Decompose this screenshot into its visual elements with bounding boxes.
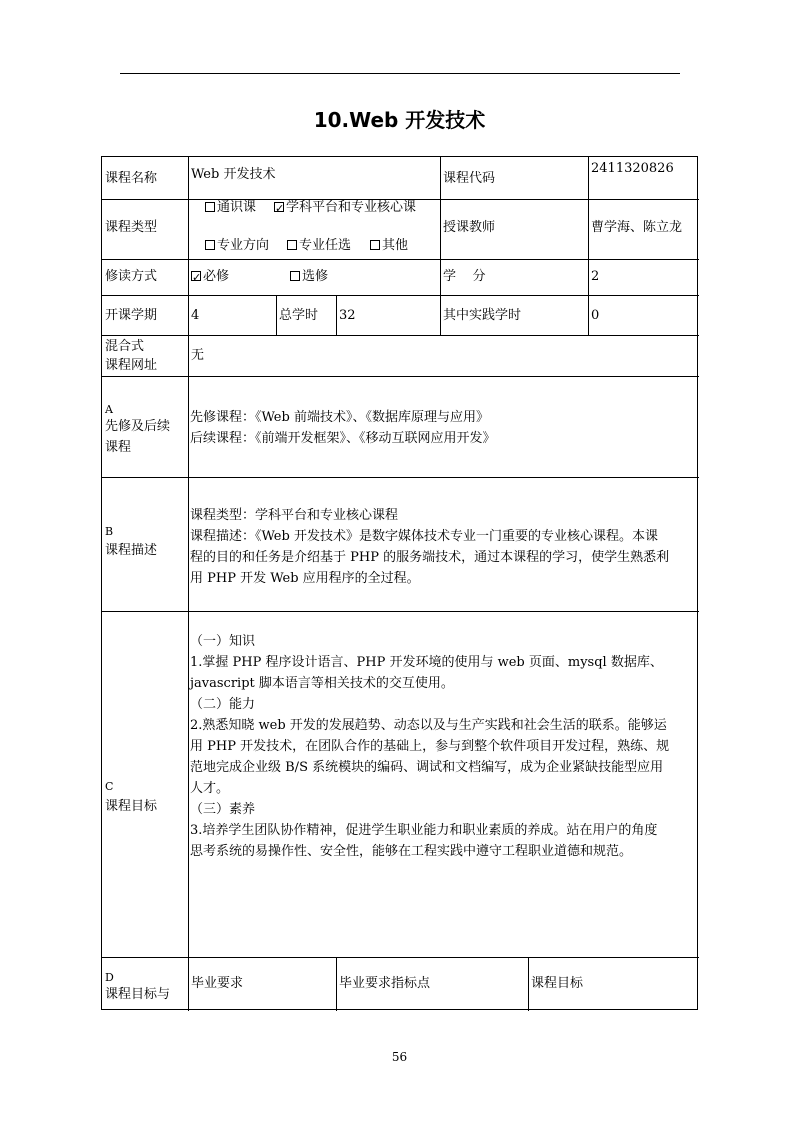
header-rule bbox=[120, 73, 680, 74]
url-label-line2: 课程网址 bbox=[105, 358, 158, 373]
checkbox-checked-icon bbox=[274, 202, 284, 212]
practice-hours-value: 0 bbox=[591, 308, 600, 323]
prereq-label-line1: 先修及后续 bbox=[105, 419, 171, 434]
teacher-label: 授课教师 bbox=[443, 220, 496, 235]
course-type-option-direction: 专业方向 bbox=[205, 236, 269, 256]
semester-value: 4 bbox=[191, 308, 200, 323]
course-type-option-other: 其他 bbox=[370, 236, 408, 256]
course-type-label: 课程类型 bbox=[105, 220, 158, 235]
course-type-option-core: ✓ 学科平台和专业核心课 bbox=[274, 198, 416, 218]
prereq-label-line2: 课程 bbox=[105, 440, 132, 455]
prereq-marker: A bbox=[105, 403, 113, 416]
checkbox-checked-icon bbox=[191, 271, 201, 281]
url-label-line1: 混合式 bbox=[105, 339, 145, 354]
course-name-value: Web 开发技术 bbox=[191, 167, 276, 182]
total-hours-label: 总学时 bbox=[279, 308, 319, 323]
teacher-value: 曹学海、陈立龙 bbox=[591, 220, 683, 235]
page-title: 10.Web 开发技术 bbox=[313, 108, 486, 132]
credit-label: 学 分 bbox=[443, 269, 486, 284]
prereq-courses: 先修课程：《Web 前端技术》、《数据库原理与应用》 bbox=[190, 410, 489, 425]
page-number: 56 bbox=[391, 1050, 408, 1064]
mapping-col-indicator: 毕业要求指标点 bbox=[339, 976, 431, 991]
semester-label: 开课学期 bbox=[105, 308, 158, 323]
desc-marker: B bbox=[105, 525, 114, 538]
mapping-label: 课程目标与 bbox=[105, 987, 171, 1002]
url-value: 无 bbox=[191, 348, 205, 363]
course-goals: （一）知识 1.掌握 PHP 程序设计语言、PHP 开发环境的使用与 web 页面、mysql 数据库、 javascript 脚本语言等相关技术的交互使用。 （二）能力 2.熟悉知晓 web 开发的发展趋势、动态以及与生产实践和社会生活的联系。能够运 用 PHP 开发技术，在团队合作的基础上，参与到整个软件项目开发过程，熟练、规 范地完成企业级 B/S 系统模块的编码、调试和文档编写，成为企业紧缺技能型应用 人才。 （三）素养 3.培养学生团队协作精神，促进学生职业能力和职业素质的养成。站在用户的角度 思考系统的易操作性、安全性，能够在工程实践中遵守工程职业道德和规范。 bbox=[190, 634, 670, 859]
total-hours-value: 32 bbox=[339, 308, 356, 323]
mapping-col-requirement: 毕业要求 bbox=[191, 976, 244, 991]
goals-marker: C bbox=[105, 780, 114, 793]
study-mode-required: ✓ 必修 bbox=[191, 267, 229, 287]
checkbox-icon bbox=[205, 202, 215, 212]
desc-label: 课程描述 bbox=[105, 543, 158, 558]
goals-label: 课程目标 bbox=[105, 799, 158, 814]
course-info-table bbox=[101, 156, 698, 1010]
mapping-marker: D bbox=[105, 971, 114, 984]
course-name-label: 课程名称 bbox=[105, 171, 158, 186]
course-type-option-general: 通识课 bbox=[205, 198, 256, 218]
course-code-value: 2411320826 bbox=[591, 161, 674, 176]
mapping-col-goal: 课程目标 bbox=[531, 976, 584, 991]
credit-value: 2 bbox=[591, 269, 600, 284]
checkbox-icon bbox=[370, 240, 380, 250]
practice-hours-label: 其中实践学时 bbox=[443, 308, 522, 323]
course-type-option-elective: 专业任选 bbox=[287, 236, 351, 256]
study-mode-label: 修读方式 bbox=[105, 269, 158, 284]
checkbox-icon bbox=[205, 240, 215, 250]
checkbox-icon bbox=[287, 240, 297, 250]
followup-courses: 后续课程：《前端开发框架》、《移动互联网应用开发》 bbox=[190, 431, 496, 446]
course-code-label: 课程代码 bbox=[443, 171, 496, 186]
study-mode-elective: 选修 bbox=[290, 267, 328, 287]
course-description: 课程类型：学科平台和专业核心课程 课程描述：《Web 开发技术》是数字媒体技术专业一门重要的专业核心课程。本课 程的目的和任务是介绍基于 PHP 的服务端技术，通过本课程的学习，使学生熟悉利 用 PHP 开发 Web 应用程序的全过程。 bbox=[190, 508, 670, 586]
checkbox-icon bbox=[290, 271, 300, 281]
